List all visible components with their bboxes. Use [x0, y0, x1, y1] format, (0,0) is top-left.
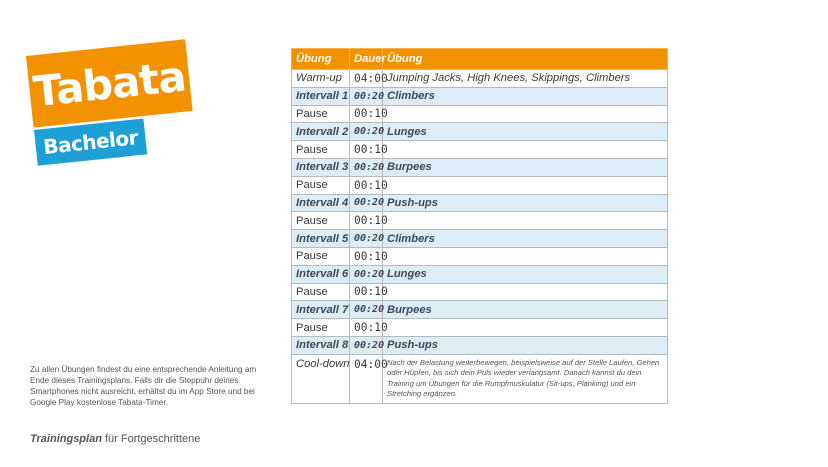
table-row-pause	[292, 141, 668, 159]
interval-name: Intervall 7	[292, 301, 350, 319]
table-header-row	[292, 49, 668, 70]
pause-name: Pause	[292, 105, 350, 123]
interval-duration: 00:20	[350, 301, 383, 319]
pause-name: Pause	[292, 141, 350, 159]
table-row-pause	[292, 212, 668, 230]
info-note: Zu allen Übungen findest du eine entsprechende Anleitung am Ende dieses Trainingsplans. Falls dir die Stoppuhr deines Smartphones nicht ausreicht, erhältst du im App Store und bei Google Play kostenlose Tabata-Timer.	[30, 365, 257, 407]
interval-name: Intervall 1	[292, 87, 350, 105]
interval-exercise: Climbers	[383, 230, 668, 248]
interval-duration: 00:20	[350, 230, 383, 248]
table-body	[292, 70, 668, 404]
interval-duration: 00:20	[350, 194, 383, 212]
header-exercise-detail: Übung	[383, 49, 668, 70]
interval-exercise: Climbers	[383, 87, 668, 105]
interval-duration: 00:20	[350, 265, 383, 283]
pause-exercise	[383, 212, 668, 230]
cooldown-duration: 04:00	[350, 354, 383, 403]
interval-exercise: Burpees	[383, 158, 668, 176]
pause-duration: 00:10	[350, 141, 383, 159]
pause-exercise	[383, 176, 668, 194]
table-row-warmup	[292, 70, 668, 88]
logo-title-box	[26, 39, 193, 127]
table-row-interval	[292, 158, 668, 176]
interval-exercise: Push-ups	[383, 194, 668, 212]
interval-duration: 00:20	[350, 336, 383, 354]
header-exercise: Übung	[292, 49, 350, 70]
pause-name: Pause	[292, 212, 350, 230]
pause-exercise	[383, 105, 668, 123]
table-row-interval	[292, 194, 668, 212]
pause-exercise	[383, 247, 668, 265]
warmup-duration: 04:00	[350, 70, 383, 88]
interval-exercise: Push-ups	[383, 336, 668, 354]
header-duration: Dauer	[350, 49, 383, 70]
interval-name: Intervall 3	[292, 158, 350, 176]
table-row-cooldown	[292, 354, 668, 403]
table-row-interval	[292, 301, 668, 319]
cooldown-description: Nach der Belastung weiterbewegen, beispielsweise auf der Stelle Laufen, Gehen oder Hüpfen, bis sich dein Puls wieder verlangsamt. Danach kannst du dein Training um Übungen für die Rumpfmuskulatur (Sit-ups, Planking) und ein Stretching ergänzen.	[383, 354, 668, 403]
warmup-name: Warm-up	[292, 70, 350, 88]
footer-bold: Trainingsplan	[30, 433, 102, 445]
cooldown-name: Cool-down	[292, 354, 350, 403]
table-row-pause	[292, 247, 668, 265]
pause-duration: 00:10	[350, 247, 383, 265]
table-row-interval	[292, 336, 668, 354]
table-row-pause	[292, 105, 668, 123]
pause-exercise	[383, 141, 668, 159]
interval-exercise: Lunges	[383, 265, 668, 283]
interval-name: Intervall 4	[292, 194, 350, 212]
pause-duration: 00:10	[350, 212, 383, 230]
interval-name: Intervall 2	[292, 123, 350, 141]
pause-duration: 00:10	[350, 105, 383, 123]
pause-duration: 00:10	[350, 176, 383, 194]
table-row-pause	[292, 319, 668, 337]
pause-name: Pause	[292, 176, 350, 194]
interval-name: Intervall 6	[292, 265, 350, 283]
pause-name: Pause	[292, 319, 350, 337]
pause-exercise	[383, 283, 668, 301]
table-row-interval	[292, 265, 668, 283]
interval-name: Intervall 5	[292, 230, 350, 248]
table-row-pause	[292, 283, 668, 301]
training-table	[291, 48, 668, 404]
interval-duration: 00:20	[350, 123, 383, 141]
interval-exercise: Lunges	[383, 123, 668, 141]
footer	[30, 433, 200, 445]
interval-name: Intervall 8	[292, 336, 350, 354]
pause-name: Pause	[292, 283, 350, 301]
table-row-interval	[292, 230, 668, 248]
pause-name: Pause	[292, 247, 350, 265]
pause-exercise	[383, 319, 668, 337]
logo-title: Tabata	[30, 51, 188, 116]
table-row-interval	[292, 87, 668, 105]
pause-duration: 00:10	[350, 319, 383, 337]
interval-duration: 00:20	[350, 87, 383, 105]
footer-rest: für Fortgeschrittene	[101, 433, 201, 445]
interval-exercise: Burpees	[383, 301, 668, 319]
table-row-interval	[292, 123, 668, 141]
interval-duration: 00:20	[350, 158, 383, 176]
table-row-pause	[292, 176, 668, 194]
pause-duration: 00:10	[350, 283, 383, 301]
logo-subtitle: Bachelor	[42, 125, 139, 160]
warmup-exercise: Jumping Jacks, High Knees, Skippings, Climbers	[383, 70, 668, 88]
